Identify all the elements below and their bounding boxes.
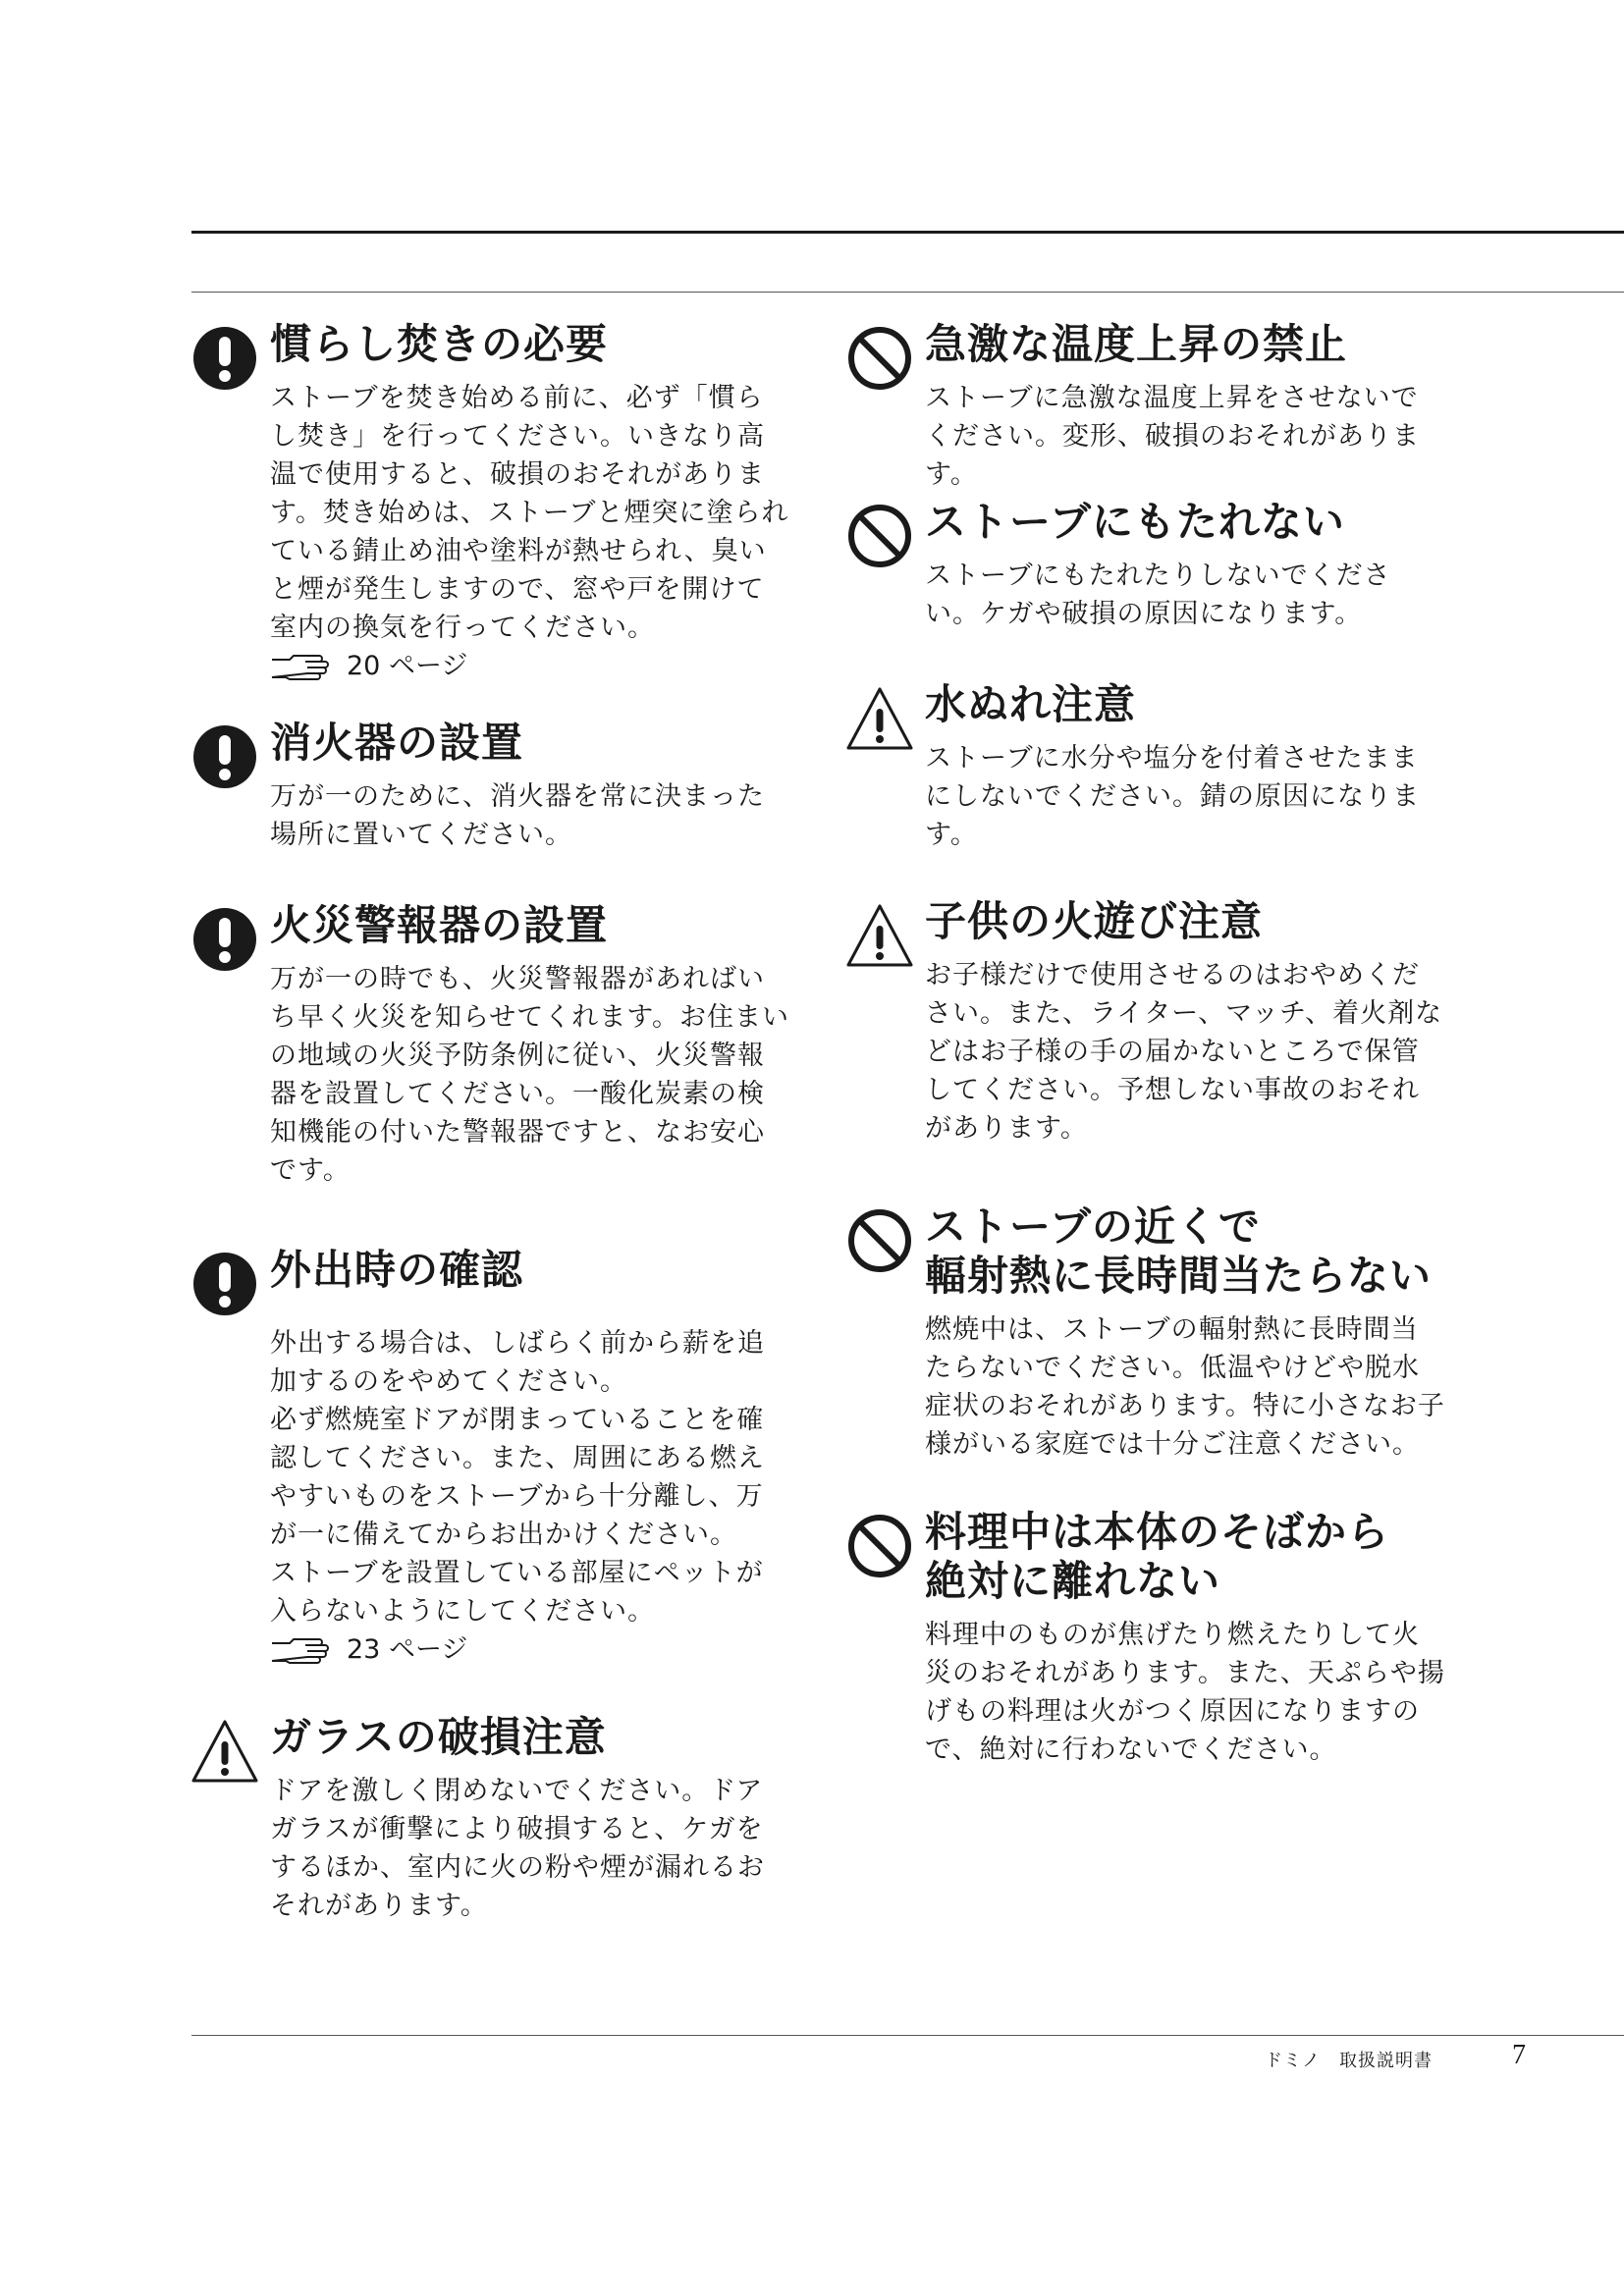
footer-doc-title: ドミノ 取扱説明書 [1265, 2051, 1433, 2071]
section-fire-alarm [191, 901, 790, 1240]
page-reference-text: 23 ページ [347, 1634, 468, 1665]
section-going-out [191, 1246, 790, 1707]
warning-triangle-icon [846, 685, 913, 752]
section-body: 料理中のものが焦げたり燃えたりして火災のおそれがあります。また、天ぷらや揚げもの料理は火がつく原因になりますので、絶対に行わないでください。 [925, 1620, 1445, 1765]
exclamation-icon [191, 906, 258, 973]
section-cooking [846, 1508, 1445, 1773]
section-no-leaning [846, 498, 1445, 674]
section-body: 外出する場合は、しばらく前から薪を追加するのをやめてください。 必ず燃焼室ドアが閉まっていることを確認してください。また、周囲にある燃えやすいものをストーブから十分離し、万が一に備えてからお出かけください。 ストーブを設置している部屋にペットが入らないようにしてください。 [270, 1328, 765, 1627]
section-body: お子様だけで使用させるのはおやめください。また、ライター、マッチ、着火剤などはお子様の手の届かないところで保管してください。予想しない事故のおそれがあります。 [925, 960, 1443, 1144]
section-body: ストーブに急激な温度上昇をさせないでください。変形、破損のおそれがあります。 [925, 383, 1420, 490]
section-title: 料理中は本体のそばから 絶対に離れない [925, 1508, 1390, 1605]
section-title: 消火器の設置 [270, 719, 524, 767]
section-title: 水ぬれ注意 [925, 680, 1137, 728]
section-radiant-heat [846, 1202, 1445, 1502]
section-body: ストーブに水分や塩分を付着させたままにしないでください。錆の原因になります。 [925, 743, 1420, 850]
page-number: 7 [1512, 2040, 1526, 2070]
section-title: 急激な温度上昇の禁止 [925, 320, 1348, 368]
section-title: 慣らし焚きの必要 [270, 320, 609, 368]
section-child-fire-play [846, 897, 1445, 1197]
section-title: ガラスの破損注意 [270, 1713, 607, 1761]
header-rule [191, 231, 1624, 234]
left-column [191, 314, 790, 1939]
exclamation-icon [191, 325, 258, 392]
warning-triangle-icon [191, 1718, 258, 1785]
section-body: ストーブを焚き始める前に、必ず「慣らし焚き」を行ってください。いきなり高温で使用すると、破損のおそれがあります。焚き始めは、ストーブと煙突に塗られている錆止め油や塗料が熱せられ、臭いと煙が発生しますので、窓や戸を開けて室内の換気を行ってください。 [270, 383, 789, 643]
page-reference [270, 1630, 790, 1669]
section-title: ストーブにもたれない [925, 498, 1345, 546]
section-body: 燃焼中は、ストーブの輻射熱に長時間当たらないでください。低温やけどや脱水症状のおそれがあります。特に小さなお子様がいる家庭では十分ご注意ください。 [925, 1314, 1445, 1460]
pointing-hand-icon [270, 652, 333, 681]
section-water-caution [846, 680, 1445, 891]
page-reference-text: 20 ページ [347, 651, 468, 681]
prohibition-icon [846, 503, 913, 569]
section-body: ストーブにもたれたりしないでください。ケガや破損の原因になります。 [925, 561, 1391, 629]
section-body: ドアを激しく閉めないでください。ドアガラスが衝撃により破損すると、ケガをするほか、室内に火の粉や煙が漏れるおそれがあります。 [270, 1776, 765, 1921]
warning-triangle-icon [846, 902, 913, 969]
section-title: ストーブの近くで 輻射熱に長時間当たらない [925, 1202, 1433, 1300]
footer-rule [191, 2035, 1624, 2036]
page-reference [270, 647, 790, 685]
section-break-in-burn [191, 320, 790, 713]
section-title: 子供の火遊び注意 [925, 897, 1264, 945]
section-temperature-rise [846, 320, 1445, 492]
pointing-hand-icon [270, 1635, 333, 1665]
section-body: 万が一の時でも、火災警報器があればいち早く火災を知らせてくれます。お住まいの地域の火災予防条例に従い、火災警報器を設置してください。一酸化炭素の検知機能の付いた警報器ですと、なお安心です。 [270, 964, 790, 1186]
section-fire-extinguisher [191, 719, 790, 895]
section-body: 万が一のために、消火器を常に決まった場所に置いてください。 [270, 781, 765, 850]
prohibition-icon [846, 1513, 913, 1579]
exclamation-icon [191, 1251, 258, 1317]
header-subrule [191, 292, 1624, 293]
prohibition-icon [846, 1207, 913, 1274]
section-title: 外出時の確認 [270, 1246, 524, 1294]
right-column [846, 314, 1445, 1773]
prohibition-icon [846, 325, 913, 392]
exclamation-icon [191, 723, 258, 790]
section-glass-breakage [191, 1713, 790, 1939]
section-title: 火災警報器の設置 [270, 901, 609, 949]
